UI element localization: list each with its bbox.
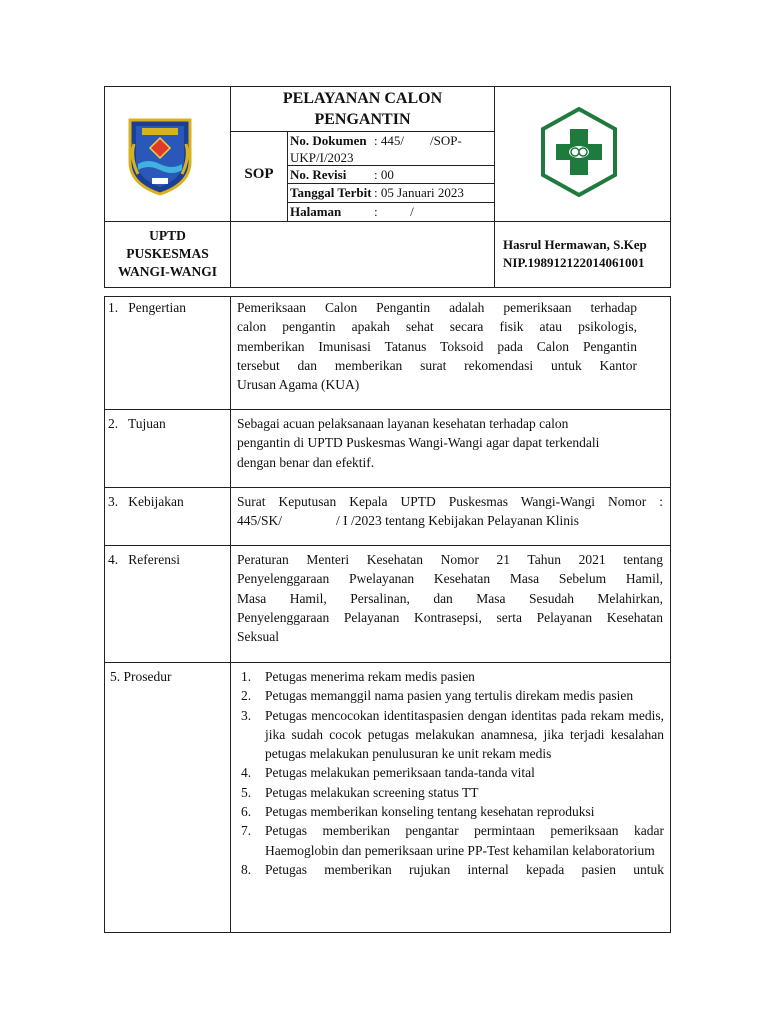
sop-label: SOP bbox=[244, 166, 274, 182]
puskesmas-logo bbox=[541, 107, 617, 197]
referensi-text: Peraturan Menteri Kesehatan Nomor 21 Tahun 2021 tentang Penyelenggaraan Pwelayanan Kesehatan Masa Sebelum Hamil, Masa Hamil, Persalinan, dan Masa Sesudah Melahirkan, Penyelenggaraan Pelayanan Kontrasepsi, serta Pelayanan Kesehatan Seksual bbox=[237, 552, 663, 645]
prosedur-label: 5. Prosedur bbox=[110, 669, 172, 684]
signer-block bbox=[503, 236, 669, 272]
list-item: 5. Petugas melakukan screening status TT bbox=[241, 784, 479, 800]
kebijakan-text: Surat Keputusan Kepala UPTD Puskesmas Wangi-Wangi Nomor : 445/SK/ / I /2023 tentang Kebijakan Pelayanan Klinis bbox=[237, 494, 663, 529]
issue-date-row: Tanggal Terbit : 05 Januari 2023 bbox=[290, 185, 464, 200]
pengertian-text: Pemeriksaan Calon Pengantin adalah pemeriksaan terhadap calon pengantin apakah sehat secara fisik atau psikologis, memberikan Imunisasi Tatanus Toksoid pada Calon Pengantin tersebut dan memberikan surat rekomendasi untuk Kantor Urusan Agama (KUA) bbox=[237, 300, 637, 393]
list-item: 6. Petugas memberikan konseling tentang kesehatan reproduksi bbox=[241, 804, 595, 820]
list-item: 3. Petugas mencocokan identitaspasien dengan identitas pada rekam medis, jika sudah cocok petugas melakukan anamnesa, jika terjadi kesalahan petugas melakukan penulusuran ke unit rekam medis bbox=[241, 707, 664, 762]
organization-name: UPTD PUSKESMAS WANGI-WANGI bbox=[117, 228, 217, 279]
signer-nip: NIP.198912122014061001 bbox=[503, 255, 645, 270]
kebijakan-label: 3. Kebijakan bbox=[108, 494, 184, 509]
list-item: 4. Petugas melakukan pemeriksaan tanda-tanda vital bbox=[241, 765, 535, 781]
tujuan-label: 2. Tujuan bbox=[108, 416, 166, 431]
signer-name: Hasrul Hermawan, S.Kep bbox=[503, 237, 647, 252]
page-title: PELAYANAN CALON PENGANTIN bbox=[282, 90, 443, 128]
list-item: 1. Petugas menerima rekam medis pasien bbox=[241, 669, 475, 684]
prosedur-list bbox=[234, 667, 664, 932]
list-item: 8. Petugas memberikan rujukan internal kepada pasien untuk bbox=[241, 861, 664, 877]
referensi-label: 4. Referensi bbox=[108, 552, 180, 567]
pengertian-label: 1. Pengertian bbox=[108, 300, 186, 315]
list-item: 7. Petugas memberikan pengantar permintaan pemeriksaan kadar Haemoglobin dan pemeriksaan urine PP-Test kehamilan kelaboratorium bbox=[241, 823, 664, 858]
tujuan-text: Sebagai acuan pelaksanaan layanan kesehatan terhadap calon pengantin di UPTD Puskesmas Wangi-Wangi agar dapat terkendali dengan benar dan efektif. bbox=[237, 416, 600, 470]
doc-number-row: No. Dokumen : 445/ /SOP- UKP/I/2023 bbox=[290, 133, 462, 165]
page-row: Halaman : / bbox=[290, 204, 414, 219]
regency-emblem-logo bbox=[124, 114, 196, 196]
list-item: 2. Petugas memanggil nama pasien yang tertulis direkam medis pasien bbox=[241, 688, 634, 704]
revision-row: No. Revisi : 00 bbox=[290, 167, 394, 182]
